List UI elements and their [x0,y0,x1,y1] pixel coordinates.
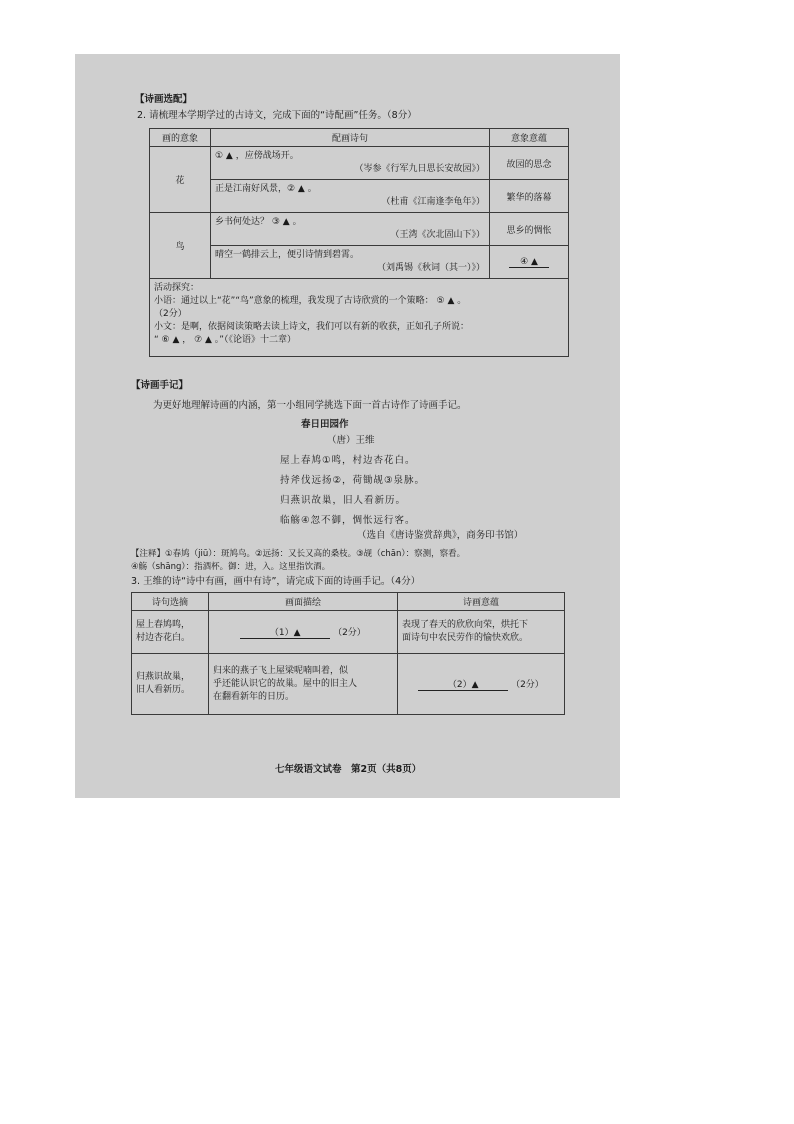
poem-excerpt-2b: 旧人看新历。 [136,685,191,695]
verse-4-source: （刘禹锡《秋词（其一）》） [376,263,485,273]
poem-meaning-score-2: （2分） [511,680,544,690]
header-verse: 配画诗句 [211,129,490,147]
image-bird: 鸟 [150,213,211,279]
image-flower: 花 [150,147,211,213]
question-2: 2. 请梳理本学期学过的古诗文，完成下面的“诗配画”任务。（8分） [137,110,417,121]
poem-excerpt-2a: 归燕识故巢， [136,672,191,682]
poem-author: （唐）王维 [327,435,375,446]
scanned-exam-page [75,54,620,798]
poem-line-3: 归燕识故巢，旧人看新历。 [280,495,407,506]
verse-4: 晴空一鹤排云上，便引诗情到碧霄。 [215,250,360,260]
poem-title: 春日田园作 [301,419,349,430]
notes-line-2: ④觞（shāng）：指酒杯。御：进，入。这里指饮酒。 [131,562,331,572]
header-meaning: 意象意蕴 [490,129,569,147]
poem-meaning-1b: 面诗句中农民劳作的愉快欢欣。 [402,633,529,643]
header-poem-excerpt: 诗句选摘 [132,593,209,611]
poem-match-table [149,128,569,357]
meaning-3: 思乡的惆怅 [490,213,569,246]
verse-3-source: （王湾《次北固山下》） [390,230,485,240]
picture-2b: 乎还能认识它的故巢。屋中的旧主人 [213,678,358,689]
poem-excerpt-1a: 屋上春鸠鸣， [136,620,191,630]
notes-line-1: 【注释】①春鸠（jiū）：斑鸠鸟。②远扬：又长又高的桑枝。③觇（chān）：察测，察看。 [131,549,466,559]
meaning-1: 故园的思念 [490,147,569,180]
section-heading-poem-match: 【诗画选配】 [135,94,193,105]
question-3: 3. 王维的诗“诗中有画，画中有诗”，请完成下面的诗画手记。（4分） [131,576,421,587]
poem-meaning-blank-2: （2）▲ [418,677,508,691]
meaning-4-blank: ④ ▲ [509,257,549,268]
picture-2c: 在翻看新年的日历。 [213,691,295,702]
poem-source: （选自《唐诗鉴赏辞典》，商务印书馆） [357,530,524,541]
picture-blank-1: （1）▲ [240,625,330,639]
verse-2-source: （杜甫《江南逢李龟年》） [381,197,485,207]
poem-excerpt-1b: 村边杏花白。 [136,633,191,643]
picture-2a: 归来的燕子飞上屋梁呢喃叫着，似 [213,665,349,676]
activity-line-3: 小文：是啊，依据阅读策略去读上诗文，我们可以有新的收获，正如孔子所说： [154,322,470,332]
verse-3: 乡书何处达？ ③ ▲ 。 [215,217,302,227]
verse-2: 正是江南好风景，② ▲ 。 [215,184,317,194]
poem-meaning-1a: 表现了春天的欣欣向荣，烘托下 [402,620,529,630]
section-heading-poem-notes: 【诗画手记】 [131,380,189,391]
verse-1: ① ▲ ，应傍战场开。 [215,151,299,161]
page-footer: 七年级语文试卷 第2页（共8页） [275,764,422,775]
header-image: 画的意象 [150,129,211,147]
header-poem-meaning: 诗画意蕴 [398,593,565,611]
verse-1-source: （岑参《行军九日思长安故园》） [354,164,485,174]
activity-title: 活动探究： [154,283,200,293]
activity-line-2: （2分） [154,309,187,319]
poem-notes-table [131,592,565,715]
poem-line-1: 屋上春鸠①鸣，村边杏花白。 [280,455,416,466]
activity-line-4: “ ⑥ ▲ ， ⑦ ▲ 。”（《论语》十二章） [154,335,296,345]
poem-line-4: 临觞④忽不御，惆怅远行客。 [280,515,416,526]
picture-score-1: （2分） [333,628,366,638]
activity-line-1: 小语：通过以上“花”“鸟”意象的梳理，我发现了古诗欣赏的一个策略： ⑤ ▲ 。 [154,296,467,306]
poem-line-2: 持斧伐远扬②，荷锄觇③泉脉。 [280,475,426,486]
section2-intro: 为更好地理解诗画的内涵，第一小组同学挑选下面一首古诗作了诗画手记。 [153,400,467,411]
meaning-2: 繁华的落幕 [490,180,569,213]
header-picture: 画面描绘 [209,593,398,611]
